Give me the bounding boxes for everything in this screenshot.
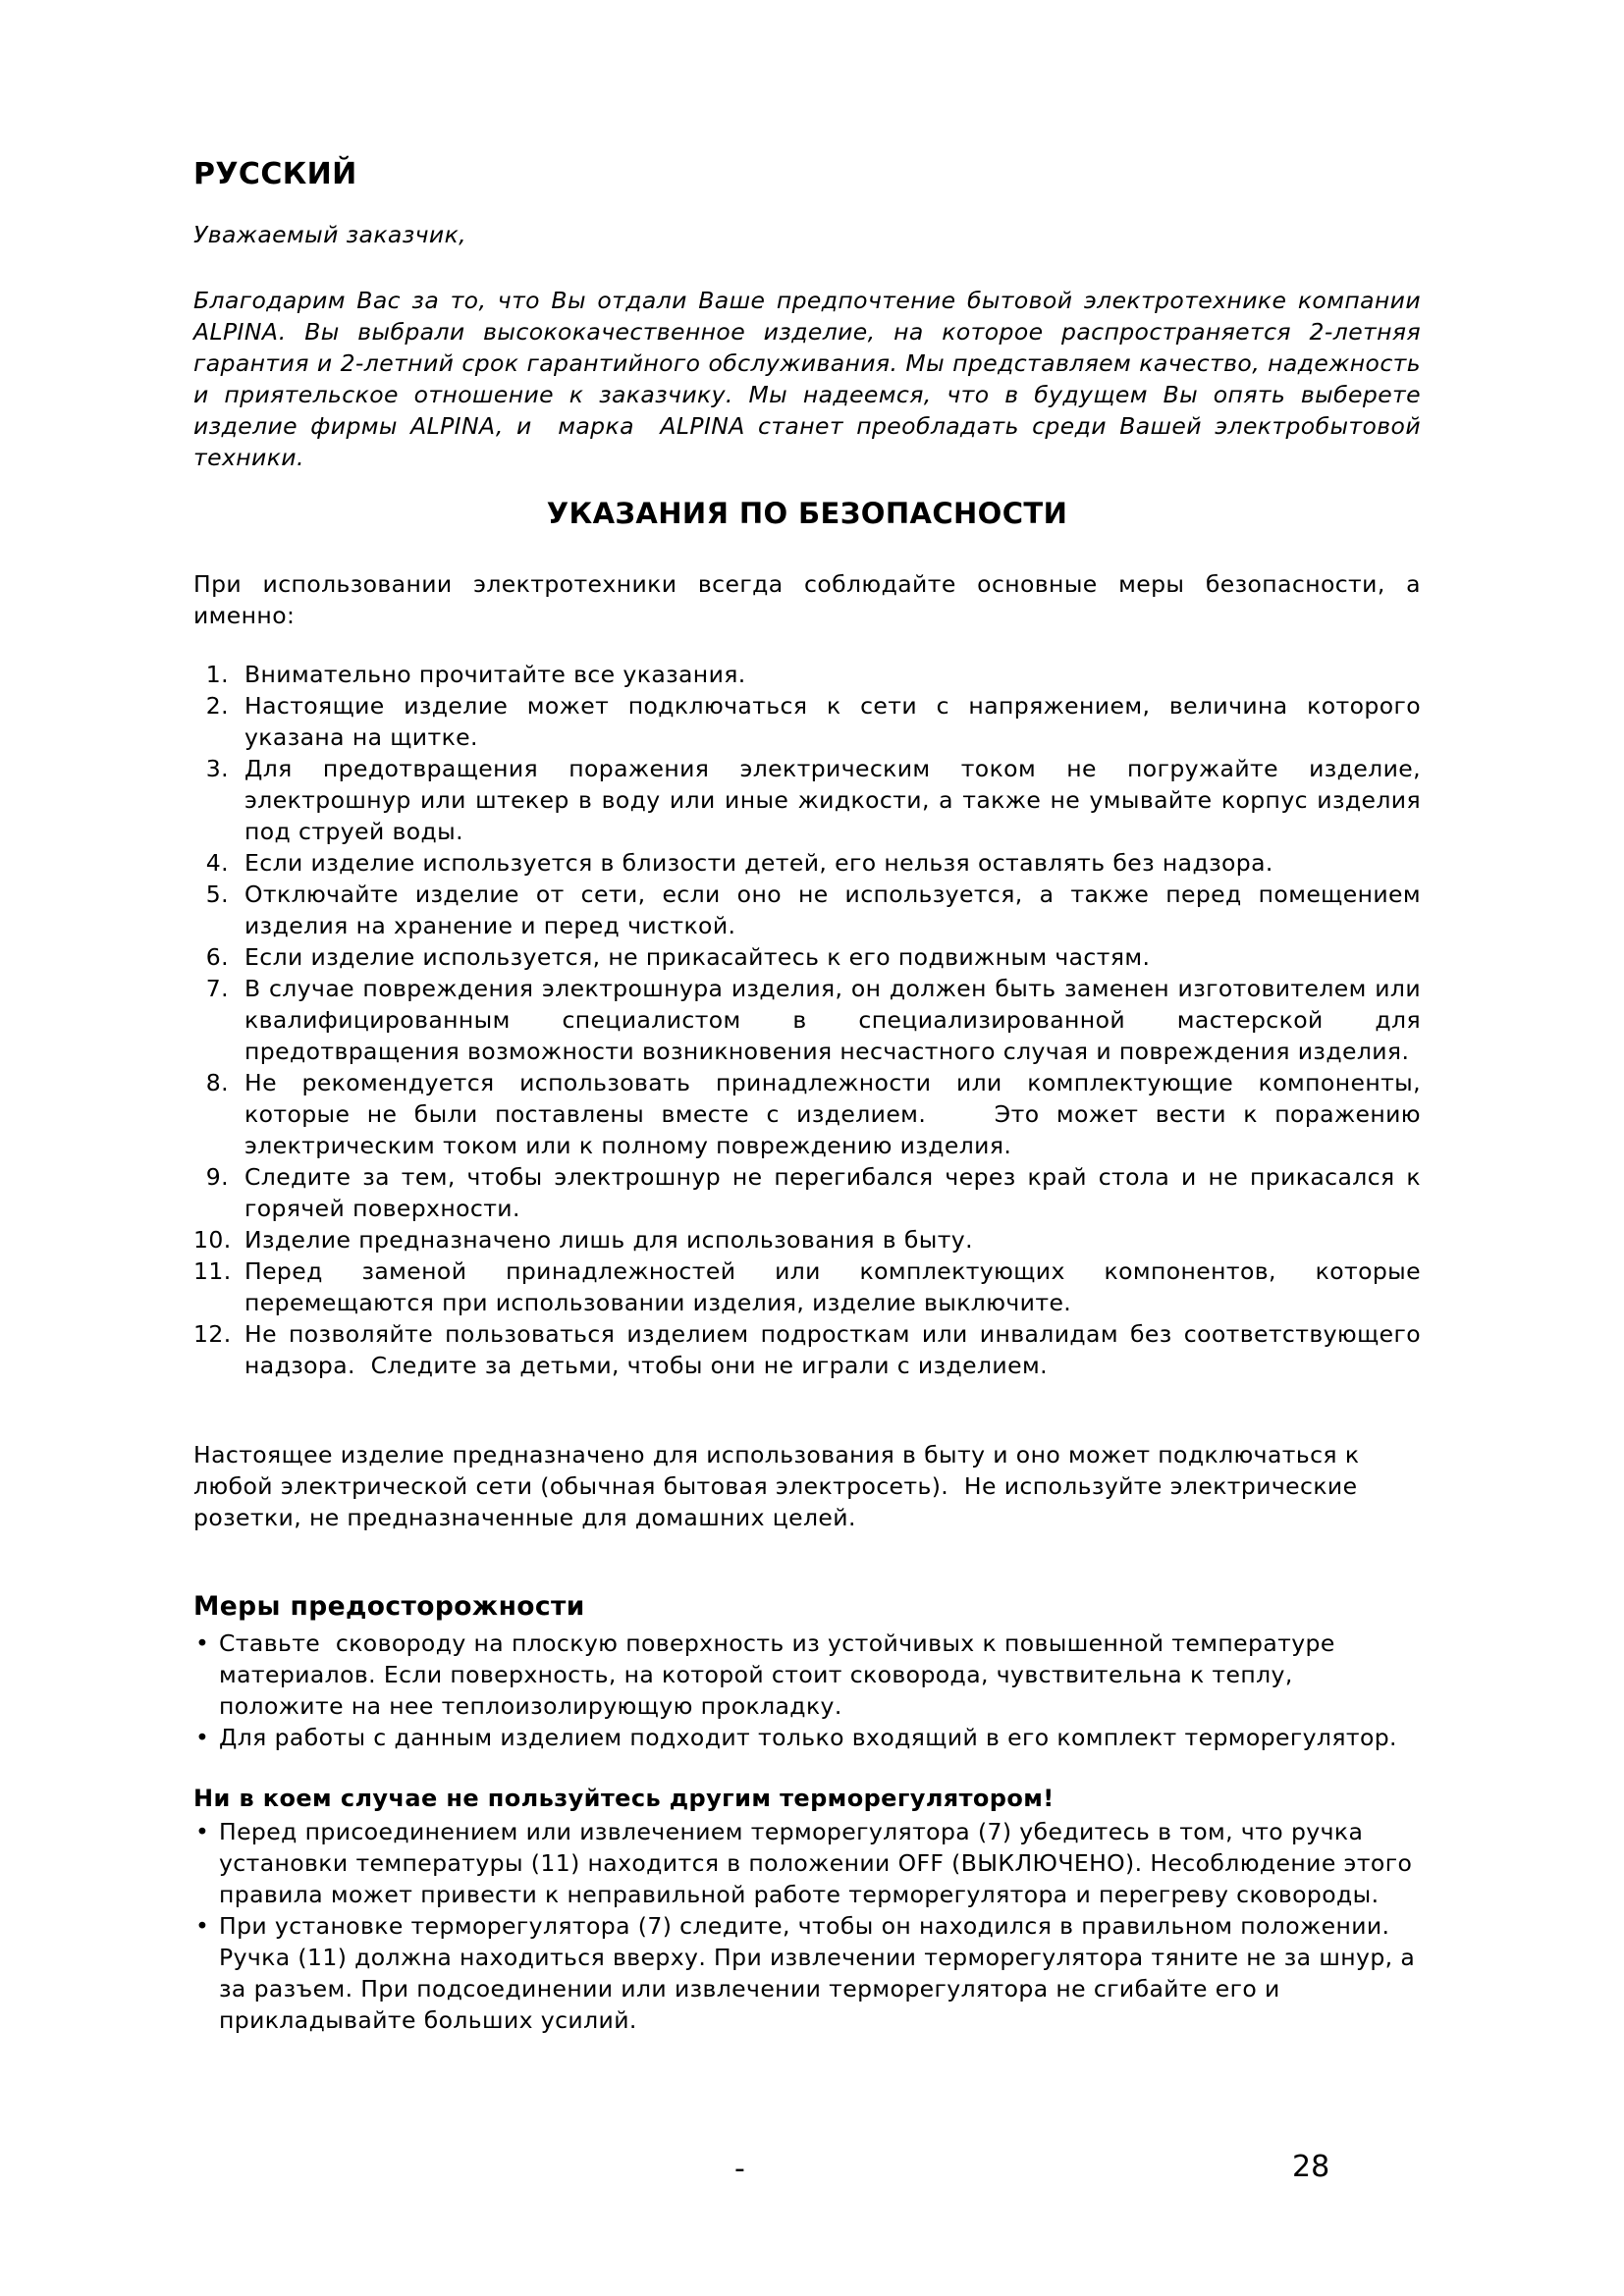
safety-item-1 [193, 659, 1421, 690]
precaution-bullet-text: Перед присоединением или извлечением терморегулятора (7) убедитесь в том, что ручка установки температуры (11) находится в положении OFF (ВЫКЛЮЧЕНО). Несоблюдение этого правила может привести к неправильной работе терморегулятора и перегреву сковороды. [219, 1818, 1421, 1908]
precaution-bullet [193, 1910, 1424, 2036]
safety-item-text: Не рекомендуется использовать принадлежности или комплектующие компоненты, которые не были поставлены вместе с изделием. Это может вести к поражению электрическим током или к полному повреждению изделия. [244, 1069, 1429, 1159]
safety-item-7 [193, 973, 1429, 1067]
safety-numbered-list [193, 659, 1429, 1381]
safety-item-4 [193, 847, 1421, 879]
safety-item-text: Для предотвращения поражения электрическим током не погружайте изделие, электрошнур или штекер в воду или иные жидкости, а также не умывайте корпус изделия под струей воды. [244, 755, 1429, 845]
intro-paragraph: Благодарим Вас за то, что Вы отдали Ваше предпочтение бытовой электротехнике компании ALPINA. Вы выбрали высококачественное изделие, на которое распространяется 2-летняя гарантия и 2-летний срок гарантийного обслуживания. Мы представляем качество, надежность и приятельское отношение к заказчику. Мы надеемся, что в будущем Вы опять выберете изделие фирмы ALPINA, и марка ALPINA станет преобладать среди Вашей электробытовой техники. [193, 287, 1429, 471]
safety-item-number: 9. [205, 1163, 229, 1191]
salutation: Уважаемый заказчик, [193, 221, 467, 248]
safety-item-number: 10. [193, 1226, 232, 1254]
precaution-bullet-text: Ставьте сковороду на плоскую поверхность из устойчивых к повышенной температуре материалов. Если поверхность, на которой стоит сковорода, чувствительна к теплу, положите на нее теплоизолирующую прокладку. [219, 1629, 1343, 1720]
safety-item-10 [193, 1224, 1421, 1255]
safety-item-text: Следите за тем, чтобы электрошнур не перегибался через край стола и не прикасался к горячей поверхности. [244, 1163, 1429, 1222]
safety-item-number: 5. [205, 881, 229, 908]
thermostat-warning: Ни в коем случае не пользуйтесь другим терморегулятором! [193, 1785, 1055, 1812]
bullet-icon: • [195, 1724, 210, 1751]
safety-item-number: 12. [193, 1320, 232, 1348]
safety-item-text: В случае повреждения электрошнура изделия, он должен быть заменен изготовителем или квалифицированным специалистом в специализированной мастерской для предотвращения возможности возникновения несчастного случая и повреждения изделия. [244, 975, 1429, 1065]
safety-item-text: Настоящие изделие может подключаться к сети с напряжением, величина которого указана на щитке. [244, 692, 1429, 751]
safety-item-number: 7. [205, 975, 229, 1002]
safety-item-2 [193, 690, 1429, 753]
safety-item-number: 3. [205, 755, 229, 782]
bullet-icon: • [195, 1818, 210, 1845]
precautions-bullet-list-2 [193, 1816, 1424, 2036]
safety-item-text: Перед заменой принадлежностей или комплектующих компонентов, которые перемещаются при использовании изделия, изделие выключите. [244, 1257, 1429, 1316]
safety-item-number: 4. [205, 849, 229, 877]
precaution-bullet [193, 1628, 1421, 1722]
footer-separator: - [734, 2152, 745, 2186]
safety-item-text: Отключайте изделие от сети, если оно не используется, а также перед помещением изделия на хранение и перед чисткой. [244, 881, 1429, 939]
safety-item-6 [193, 941, 1421, 973]
precaution-bullet [193, 1722, 1421, 1753]
page-language-title: РУССКИЙ [193, 157, 357, 191]
safety-item-3 [193, 753, 1429, 847]
safety-item-number: 6. [205, 943, 229, 971]
safety-item-number: 1. [205, 661, 229, 688]
safety-intro: При использовании электротехники всегда соблюдайте основные меры безопасности, а именно: [193, 570, 1429, 629]
bullet-icon: • [195, 1912, 210, 1940]
safety-item-text: Если изделие используется в близости детей, его нельзя оставлять без надзора. [244, 849, 1273, 877]
precautions-heading: Меры предосторожности [193, 1591, 585, 1622]
safety-item-text: Изделие предназначено лишь для использования в быту. [244, 1226, 973, 1254]
safety-item-12 [193, 1318, 1429, 1381]
precaution-bullet-text: Для работы с данным изделием подходит только входящий в его комплект терморегулятор. [219, 1724, 1397, 1751]
precaution-bullet-text: При установке терморегулятора (7) следите, чтобы он находился в правильном положении. Ручка (11) должна находиться вверху. При извлечении терморегулятора тяните не за шнур, а за разъем. При подсоединении или извлечении терморегулятора не сгибайте его и прикладывайте больших усилий. [219, 1912, 1424, 2034]
safety-item-number: 11. [193, 1257, 232, 1285]
safety-item-text: Не позволяйте пользоваться изделием подросткам или инвалидам без соответствующего надзора. Следите за детьми, чтобы они не играли с изделием. [244, 1320, 1429, 1379]
safety-item-number: 8. [205, 1069, 229, 1096]
safety-item-text: Если изделие используется, не прикасайтесь к его подвижным частям. [244, 943, 1151, 971]
household-note: Настоящее изделие предназначено для использования в быту и оно может подключаться к любой электрической сети (обычная бытовая электросеть). Не используйте электрические розетки, не предназначенные для домашних целей. [193, 1441, 1368, 1531]
precautions-bullet-list-1 [193, 1628, 1421, 1753]
safety-heading: УКАЗАНИЯ ПО БЕЗОПАСНОСТИ [546, 497, 1068, 530]
bullet-icon: • [195, 1629, 210, 1657]
safety-item-5 [193, 879, 1429, 941]
safety-item-text: Внимательно прочитайте все указания. [244, 661, 746, 688]
precaution-bullet [193, 1816, 1421, 1910]
safety-item-8 [193, 1067, 1429, 1161]
safety-item-11 [193, 1255, 1429, 1318]
safety-item-9 [193, 1161, 1429, 1224]
page-number: 28 [1292, 2150, 1330, 2184]
safety-item-number: 2. [205, 692, 229, 720]
